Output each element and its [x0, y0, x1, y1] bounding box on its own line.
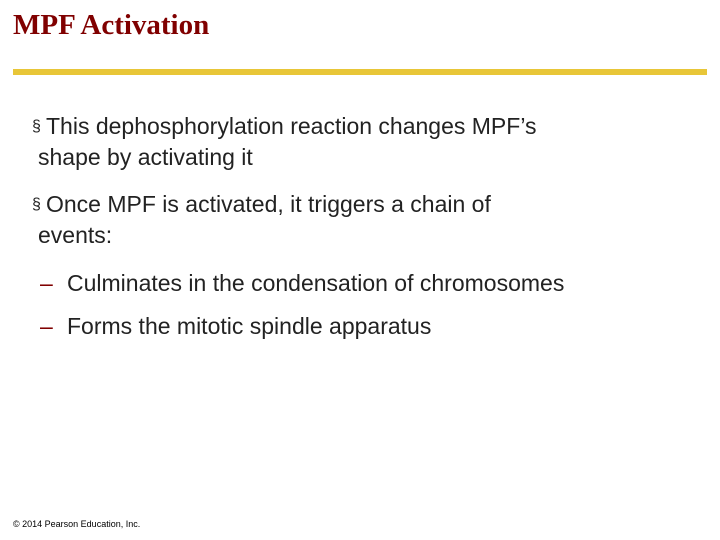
- bullet-marker: §: [32, 196, 41, 213]
- sub-bullet-text: Culminates in the condensation of chromosomes: [67, 270, 565, 296]
- bullet-text-line: This dephosphorylation reaction changes MPF’s: [46, 113, 537, 139]
- sub-bullet-item: [40, 311, 431, 341]
- slide-title: MPF Activation: [13, 9, 210, 41]
- sub-bullet-item: [40, 268, 564, 298]
- bullet-text-line: Once MPF is activated, it triggers a chain of: [46, 191, 491, 217]
- bullet-marker: §: [32, 118, 41, 135]
- bullet-text-line: events:: [38, 222, 113, 248]
- bullet-text-line: shape by activating it: [38, 144, 253, 170]
- title-underline: [13, 69, 707, 75]
- sub-bullet-marker: –: [40, 270, 53, 296]
- sub-bullet-marker: –: [40, 313, 53, 339]
- bullet-item: [32, 189, 682, 250]
- copyright-footer: © 2014 Pearson Education, Inc.: [13, 519, 141, 529]
- bullet-item: [32, 111, 682, 172]
- sub-bullet-text: Forms the mitotic spindle apparatus: [67, 313, 432, 339]
